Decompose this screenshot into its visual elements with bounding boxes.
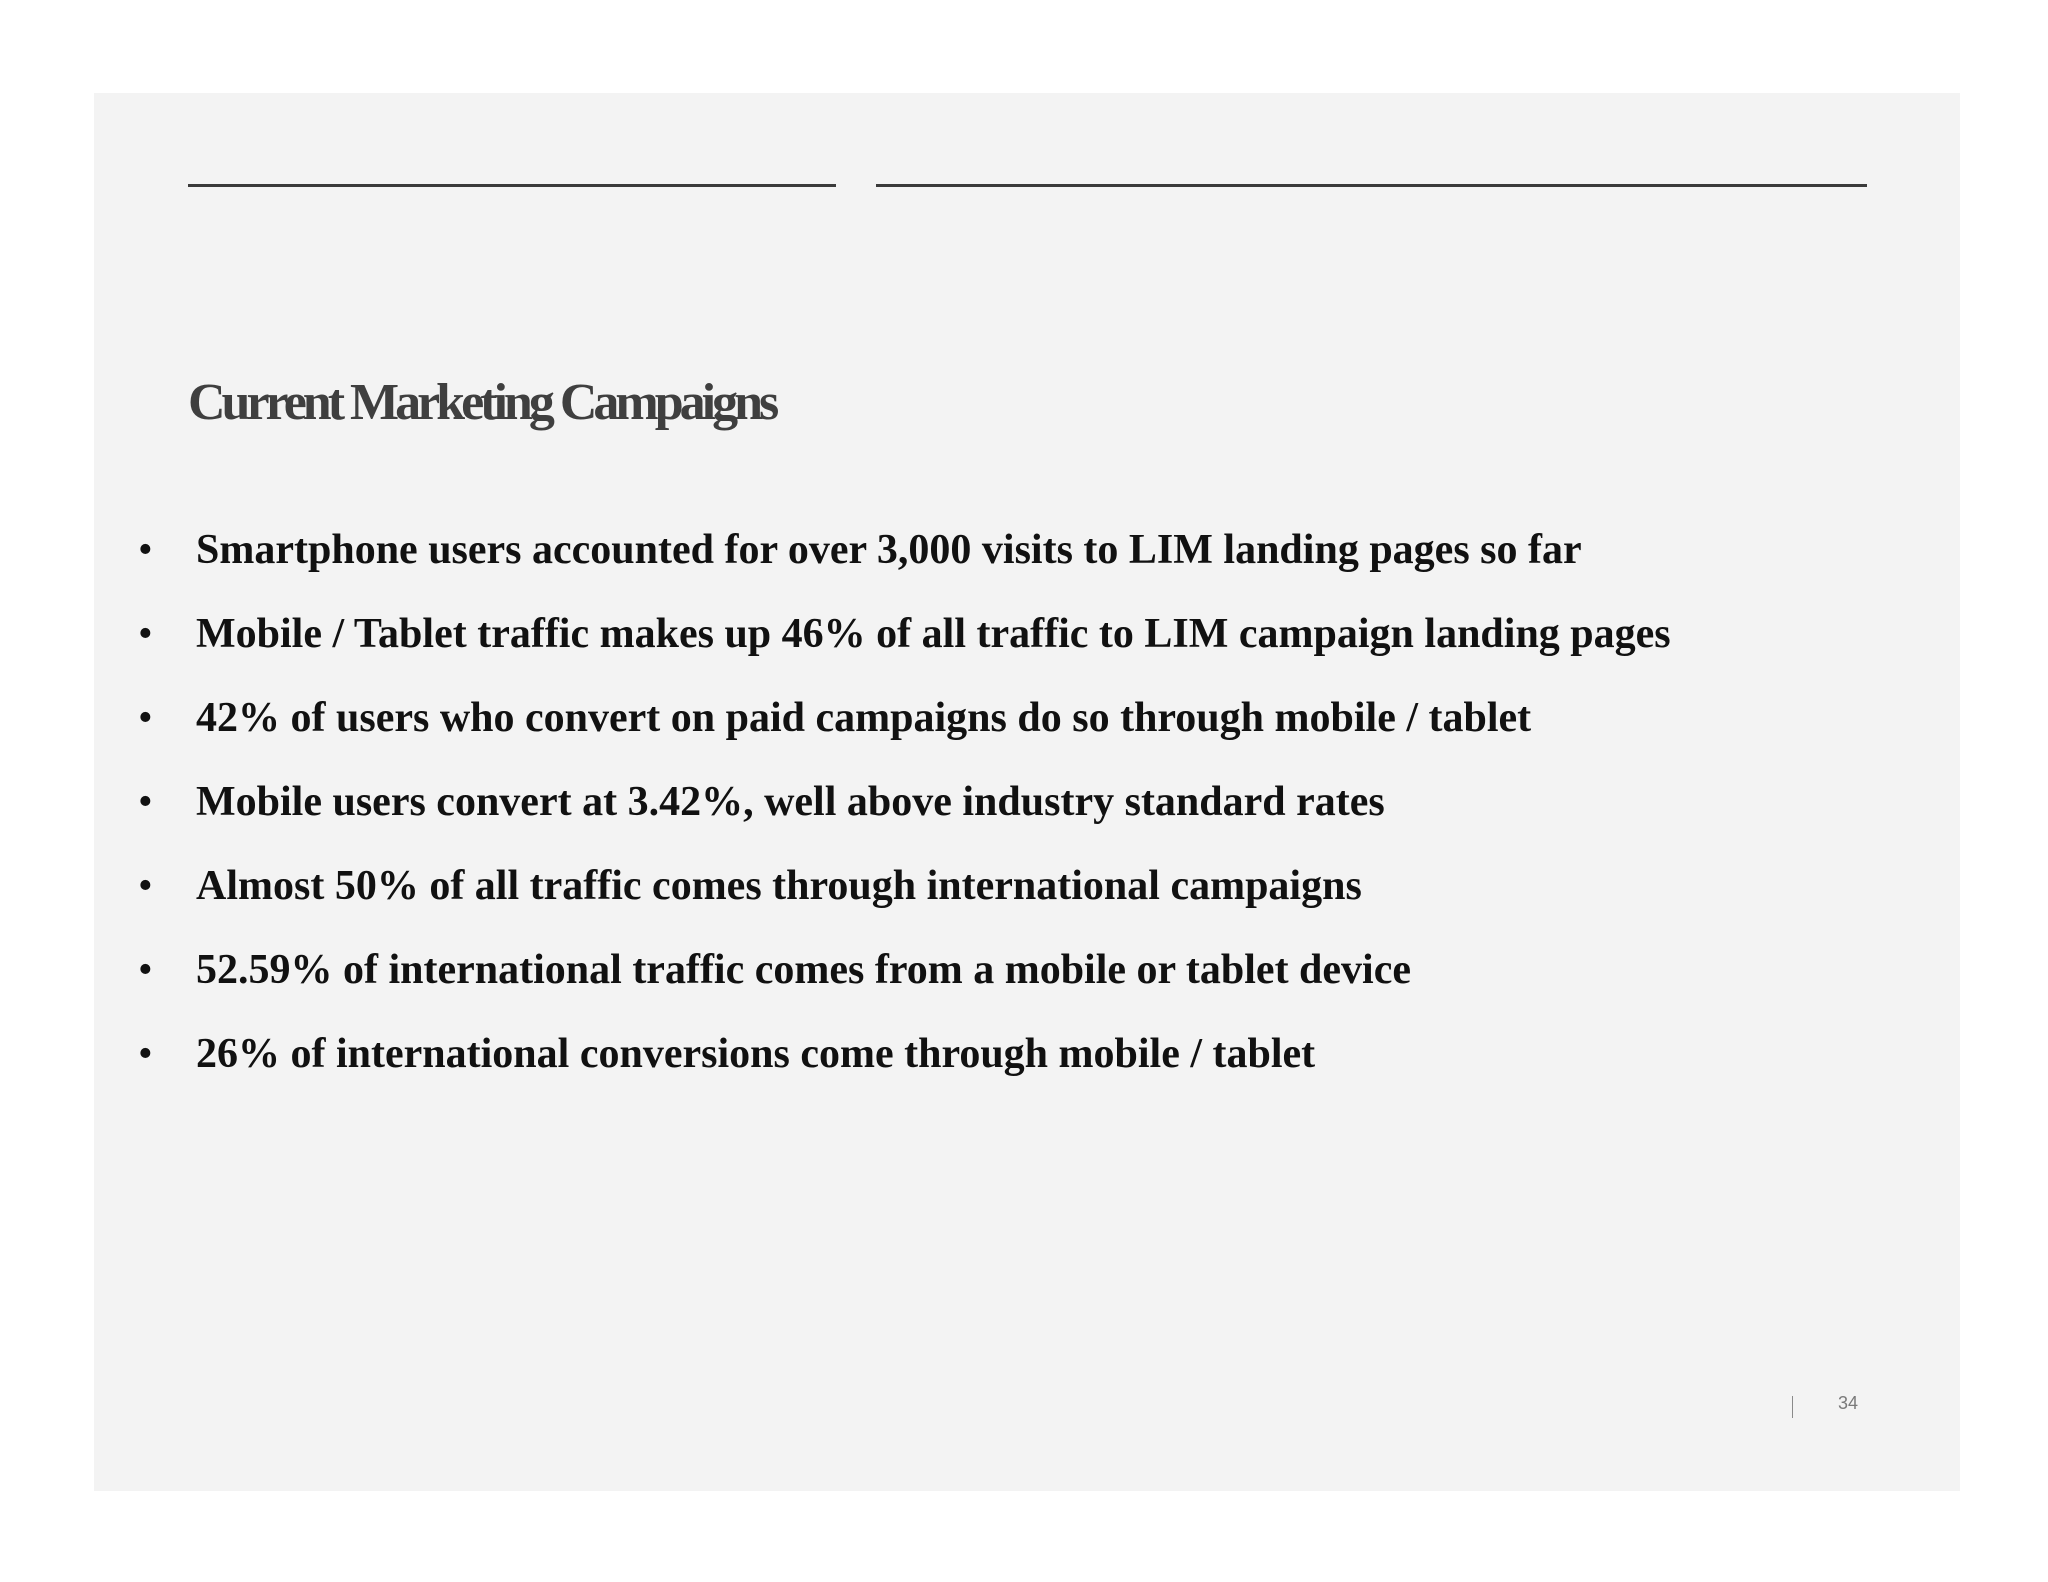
bullet-icon: • xyxy=(138,947,153,993)
bullet-icon: • xyxy=(138,779,153,825)
bullet-item xyxy=(138,778,1671,862)
bullet-text: Mobile / Tablet traffic makes up 46% of all traffic to LIM campaign landing pages xyxy=(196,611,1671,657)
bullet-icon: • xyxy=(138,527,153,573)
header-rule-right xyxy=(876,184,1867,187)
footer-separator xyxy=(1792,1396,1793,1418)
bullet-text: 26% of international conversions come through mobile / tablet xyxy=(196,1031,1316,1077)
bullet-text: 42% of users who convert on paid campaigns do so through mobile / tablet xyxy=(196,695,1532,741)
page-number: 34 xyxy=(1838,1393,1859,1413)
bullet-icon: • xyxy=(138,611,153,657)
bullet-icon: • xyxy=(138,695,153,741)
bullet-item xyxy=(138,610,1671,694)
slide-title: Current Marketing Campaigns xyxy=(188,374,776,431)
bullet-text: Smartphone users accounted for over 3,000 visits to LIM landing pages so far xyxy=(196,527,1582,573)
header-rule-left xyxy=(188,184,836,187)
bullet-icon: • xyxy=(138,863,153,909)
bullet-item xyxy=(138,526,1671,610)
bullet-list xyxy=(138,526,1671,1114)
slide xyxy=(94,93,1960,1491)
bullet-text: 52.59% of international traffic comes from a mobile or tablet device xyxy=(196,947,1412,993)
bullet-icon: • xyxy=(138,1031,153,1077)
bullet-text: Almost 50% of all traffic comes through international campaigns xyxy=(196,863,1362,909)
bullet-item xyxy=(138,1030,1671,1114)
bullet-text: Mobile users convert at 3.42%, well above industry standard rates xyxy=(196,779,1385,825)
bullet-item xyxy=(138,862,1671,946)
bullet-item xyxy=(138,946,1671,1030)
bullet-item xyxy=(138,694,1671,778)
